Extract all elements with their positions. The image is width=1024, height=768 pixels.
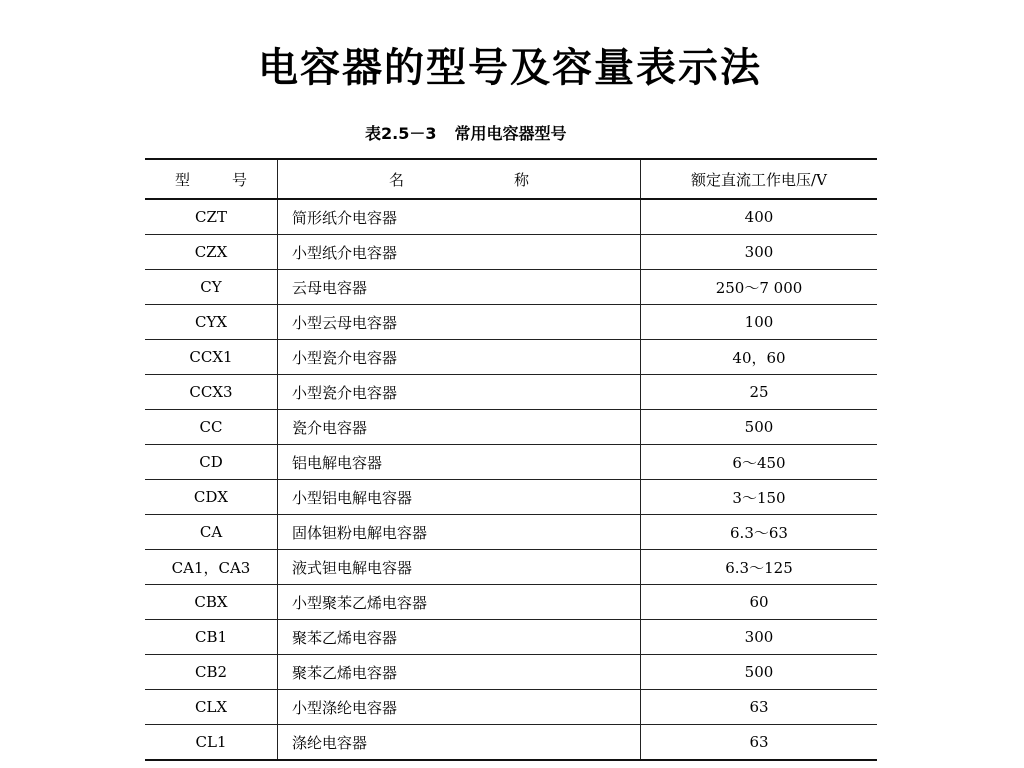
name-cell: 小型云母电容器 [278, 305, 641, 340]
table-row [145, 445, 877, 480]
voltage-cell: 40，60 [641, 340, 878, 375]
model-cell: CCX1 [145, 340, 278, 375]
name-cell: 小型瓷介电容器 [278, 375, 641, 410]
table-row [145, 690, 877, 725]
table-row [145, 550, 877, 585]
table-row [145, 199, 877, 235]
name-cell: 小型涤纶电容器 [278, 690, 641, 725]
name-cell: 小型瓷介电容器 [278, 340, 641, 375]
name-cell: 云母电容器 [278, 270, 641, 305]
name-cell: 固体钽粉电解电容器 [278, 515, 641, 550]
name-cell: 液式钽电解电容器 [278, 550, 641, 585]
table-row [145, 480, 877, 515]
capacitor-model-table [145, 158, 877, 761]
voltage-cell: 63 [641, 690, 878, 725]
table-caption-number: 表2.5－3 [365, 124, 437, 143]
model-cell: CYX [145, 305, 278, 340]
model-cell: CDX [145, 480, 278, 515]
voltage-cell: 6.3～125 [641, 550, 878, 585]
model-cell: CB1 [145, 620, 278, 655]
voltage-cell: 25 [641, 375, 878, 410]
name-cell: 小型聚苯乙烯电容器 [278, 585, 641, 620]
header-name [278, 159, 641, 199]
table-body [145, 199, 877, 760]
voltage-cell: 6.3～63 [641, 515, 878, 550]
voltage-cell: 500 [641, 410, 878, 445]
header-voltage: 额定直流工作电压/V [641, 159, 878, 199]
name-cell: 瓷介电容器 [278, 410, 641, 445]
name-cell: 铝电解电容器 [278, 445, 641, 480]
name-cell: 简形纸介电容器 [278, 199, 641, 235]
model-cell: CA [145, 515, 278, 550]
table-row [145, 305, 877, 340]
model-cell: CA1，CA3 [145, 550, 278, 585]
name-cell: 小型纸介电容器 [278, 235, 641, 270]
slide-title: 电容器的型号及容量表示法 [258, 44, 762, 91]
table-row [145, 725, 877, 761]
header-model [145, 159, 278, 199]
model-cell: CBX [145, 585, 278, 620]
voltage-cell: 400 [641, 199, 878, 235]
header-model-char-2: 号 [232, 170, 248, 189]
table-row [145, 655, 877, 690]
header-name-char-2: 称 [514, 170, 530, 189]
voltage-cell: 6～450 [641, 445, 878, 480]
voltage-cell: 60 [641, 585, 878, 620]
model-cell: CLX [145, 690, 278, 725]
table-row [145, 585, 877, 620]
model-cell: CZX [145, 235, 278, 270]
voltage-cell: 300 [641, 235, 878, 270]
name-cell: 小型铝电解电容器 [278, 480, 641, 515]
table-row [145, 375, 877, 410]
voltage-cell: 500 [641, 655, 878, 690]
model-cell: CC [145, 410, 278, 445]
name-cell: 聚苯乙烯电容器 [278, 655, 641, 690]
header-model-char-1: 型 [174, 170, 190, 189]
table-row [145, 410, 877, 445]
header-name-char-1: 名 [388, 170, 404, 189]
table-row [145, 270, 877, 305]
table-row [145, 340, 877, 375]
voltage-cell: 300 [641, 620, 878, 655]
table-caption [365, 123, 567, 145]
name-cell: 聚苯乙烯电容器 [278, 620, 641, 655]
table-row [145, 515, 877, 550]
model-cell: CY [145, 270, 278, 305]
model-cell: CB2 [145, 655, 278, 690]
table-caption-text: 常用电容器型号 [454, 124, 567, 143]
model-cell: CCX3 [145, 375, 278, 410]
table-header-row [145, 159, 877, 199]
table-row [145, 620, 877, 655]
voltage-cell: 100 [641, 305, 878, 340]
name-cell: 涤纶电容器 [278, 725, 641, 761]
table-row [145, 235, 877, 270]
model-cell: CZT [145, 199, 278, 235]
voltage-cell: 3～150 [641, 480, 878, 515]
model-cell: CD [145, 445, 278, 480]
voltage-cell: 250～7 000 [641, 270, 878, 305]
voltage-cell: 63 [641, 725, 878, 761]
model-cell: CL1 [145, 725, 278, 761]
